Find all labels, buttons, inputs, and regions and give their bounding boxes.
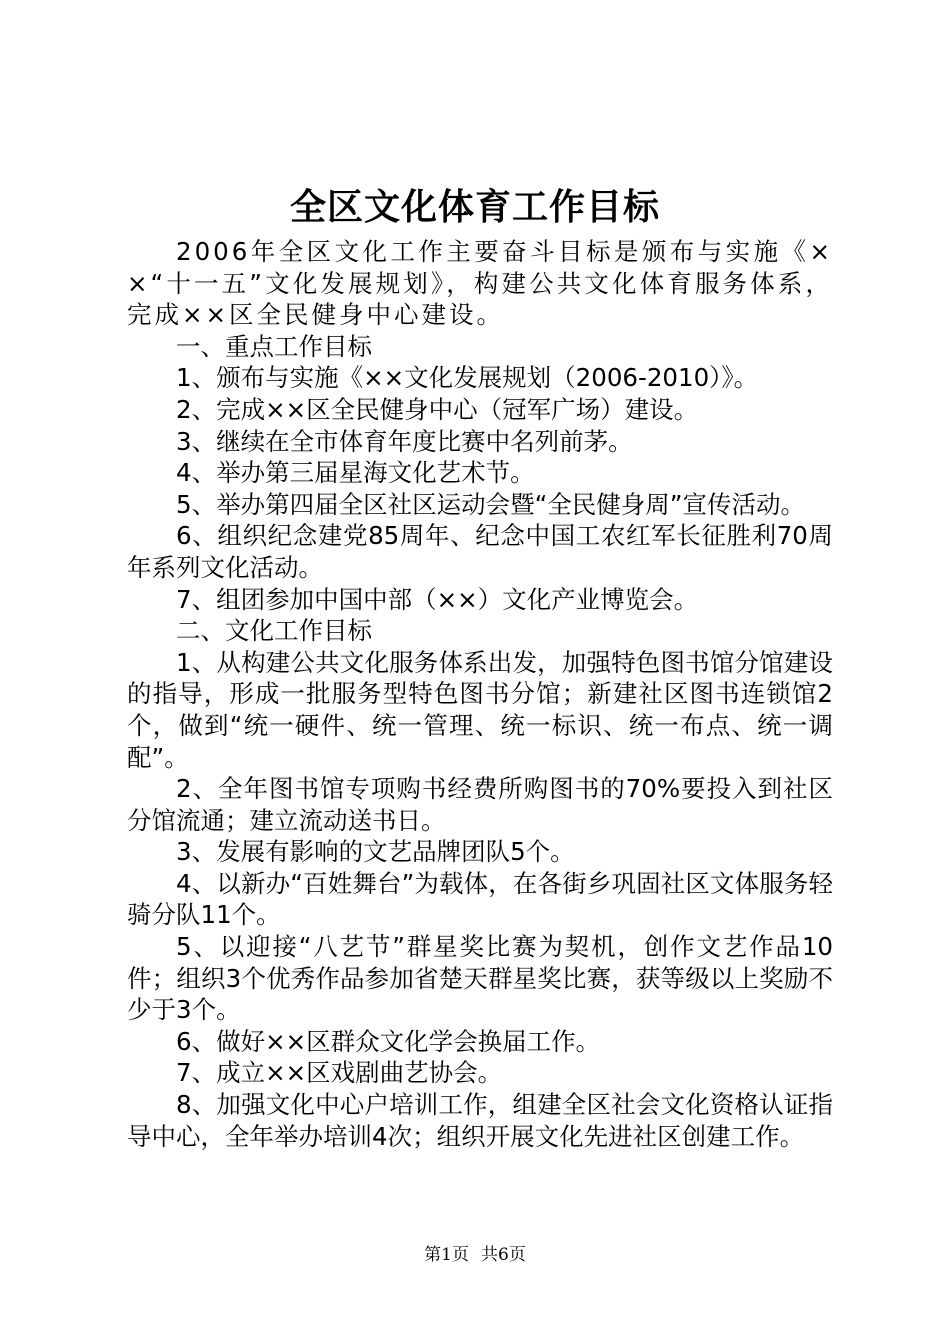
page-total: 共6页 bbox=[481, 1245, 526, 1265]
culture-goal-item: 7、成立××区戏剧曲艺协会。 bbox=[176, 1058, 503, 1088]
intro-paragraph: 2006年全区文化工作主要奋斗目标是颁布与实施《××“十一五”文化发展规划》，构建公共文化体育服务体系，完成××区全民健身中心建设。 bbox=[127, 237, 833, 330]
key-goal-item: 5、举办第四届全区社区运动会暨“全民健身周”宣传活动。 bbox=[176, 489, 805, 519]
document-body bbox=[127, 236, 833, 1152]
document-title: 全区文化体育工作目标 bbox=[289, 187, 660, 228]
key-goal-item: 2、完成××区全民健身中心（冠军广场）建设。 bbox=[176, 394, 699, 424]
culture-goal-item: 2、全年图书馆专项购书经费所购图书的70%要投入到社区分馆流通；建立流动送书日。 bbox=[127, 774, 833, 835]
culture-goal-item: 5、以迎接“八艺节”群星奖比赛为契机，创作文艺作品10件；组织3个优秀作品参加省楚天群星奖比赛，获等级以上奖励不少于3个。 bbox=[127, 932, 833, 1025]
key-goal-item: 6、组织纪念建党85周年、纪念中国工农红军长征胜利70周年系列文化活动。 bbox=[127, 521, 833, 582]
culture-goal-item: 4、以新办“百姓舞台”为载体，在各街乡巩固社区文体服务轻骑分队11个。 bbox=[127, 868, 833, 930]
section-heading-culture-goals: 二、文化工作目标 bbox=[176, 616, 372, 646]
key-goal-item: 4、举办第三届星海文化艺术节。 bbox=[176, 458, 535, 488]
key-goal-item: 3、继续在全市体育年度比赛中名列前茅。 bbox=[176, 426, 633, 456]
key-goal-item: 1、颁布与实施《××文化发展规划（2006-2010）》。 bbox=[176, 363, 759, 393]
culture-goal-item: 6、做好××区群众文化学会换届工作。 bbox=[176, 1026, 601, 1056]
page-footer bbox=[0, 1244, 950, 1266]
page-number: 第1页 bbox=[424, 1245, 469, 1265]
culture-goal-item: 3、发展有影响的文艺品牌团队5个。 bbox=[176, 837, 575, 867]
culture-goal-item: 1、从构建公共文化服务体系出发，加强特色图书馆分馆建设的指导，形成一批服务型特色图书分馆；新建社区图书连锁馆2个，做到“统一硬件、统一管理、统一标识、统一布点、统一调配”。 bbox=[127, 647, 833, 772]
key-goal-item: 7、组团参加中国中部（××）文化产业博览会。 bbox=[176, 584, 699, 614]
culture-goal-item: 8、加强文化中心户培训工作，组建全区社会文化资格认证指导中心，全年举办培训4次；组织开展文化先进社区创建工作。 bbox=[127, 1090, 833, 1151]
section-heading-key-goals: 一、重点工作目标 bbox=[176, 331, 372, 361]
